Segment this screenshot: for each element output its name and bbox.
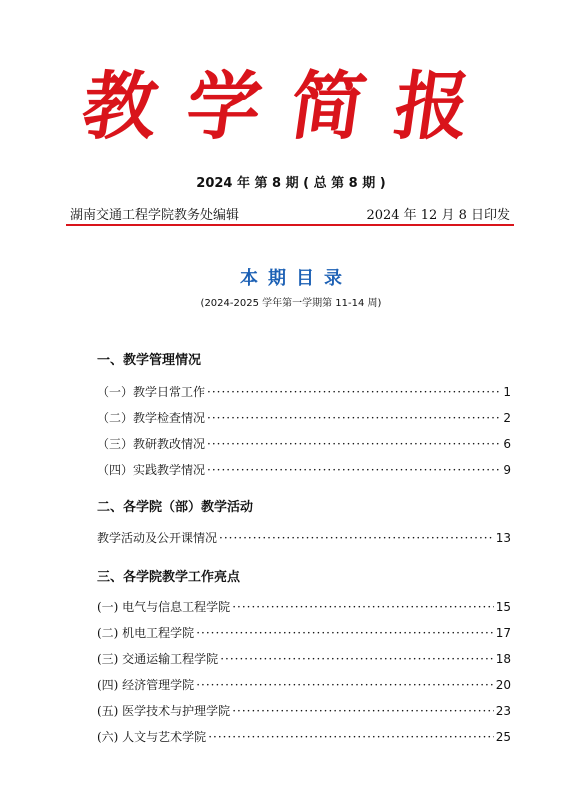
toc-subtitle: (2024-2025 学年第一学期第 11-14 周) [200, 298, 382, 309]
toc-entry-page: 18 [495, 652, 511, 666]
red-divider [66, 224, 514, 226]
toc-entry-page: 20 [495, 678, 511, 692]
toc-entry-page: 1 [503, 385, 511, 399]
toc-entry-label: （三）教研教改情况 [97, 437, 206, 451]
toc-entry[interactable] [97, 435, 511, 451]
toc-entry-label: (五) 医学技术与护理学院 [97, 704, 231, 718]
dot-leader [207, 437, 501, 451]
toc-entry[interactable] [97, 624, 511, 640]
dot-leader [219, 531, 494, 545]
section-heading-1: 一、教学管理情况 [97, 353, 202, 368]
section-heading-2: 二、各学院（部）教学活动 [97, 500, 254, 515]
toc-entry-label: (一) 电气与信息工程学院 [97, 600, 231, 614]
toc-entry-page: 23 [495, 704, 511, 718]
dot-leader [207, 385, 501, 399]
toc-entry-page: 17 [495, 626, 511, 640]
toc-entry-page: 25 [495, 730, 511, 744]
toc-entry[interactable] [97, 702, 511, 718]
toc-entry[interactable] [97, 650, 511, 666]
toc-entry[interactable] [97, 409, 511, 425]
toc-entry-label: （一）教学日常工作 [97, 385, 206, 399]
toc-entry-page: 13 [495, 531, 511, 545]
toc-entry-label: (二) 机电工程学院 [97, 626, 195, 640]
toc-entry[interactable] [97, 676, 511, 692]
editor-line: 湖南交通工程学院教务处编辑 [70, 208, 240, 223]
dot-leader [207, 463, 501, 477]
dot-leader [196, 626, 494, 640]
toc-entry-page: 15 [495, 600, 511, 614]
toc-entry[interactable] [97, 529, 511, 545]
issue-number: 2024 年 第 8 期 ( 总 第 8 期 ) [196, 176, 386, 191]
toc-entry-page: 6 [503, 437, 511, 451]
toc-entry-label: 教学活动及公开课情况 [97, 531, 218, 545]
masthead-title: 教学简报 [76, 64, 506, 150]
toc-title: 本期目录 [240, 268, 352, 289]
toc-entry-label: （二）教学检查情况 [97, 411, 206, 425]
toc-entry-page: 9 [503, 463, 511, 477]
toc-entry-label: (三) 交通运输工程学院 [97, 652, 219, 666]
print-date: 2024 年 12 月 8 日印发 [366, 208, 510, 223]
toc-entry[interactable] [97, 383, 511, 399]
dot-leader [196, 678, 494, 692]
section-heading-3: 三、各学院教学工作亮点 [97, 570, 241, 585]
toc-entry[interactable] [97, 598, 511, 614]
toc-entry[interactable] [97, 461, 511, 477]
dot-leader [220, 652, 494, 666]
dot-leader [232, 704, 494, 718]
toc-entry-page: 2 [503, 411, 511, 425]
toc-entry[interactable] [97, 728, 511, 744]
toc-entry-label: (四) 经济管理学院 [97, 678, 195, 692]
dot-leader [207, 411, 501, 425]
dot-leader [232, 600, 494, 614]
toc-entry-label: （四）实践教学情况 [97, 463, 206, 477]
toc-entry-label: (六) 人文与艺术学院 [97, 730, 207, 744]
dot-leader [208, 730, 494, 744]
